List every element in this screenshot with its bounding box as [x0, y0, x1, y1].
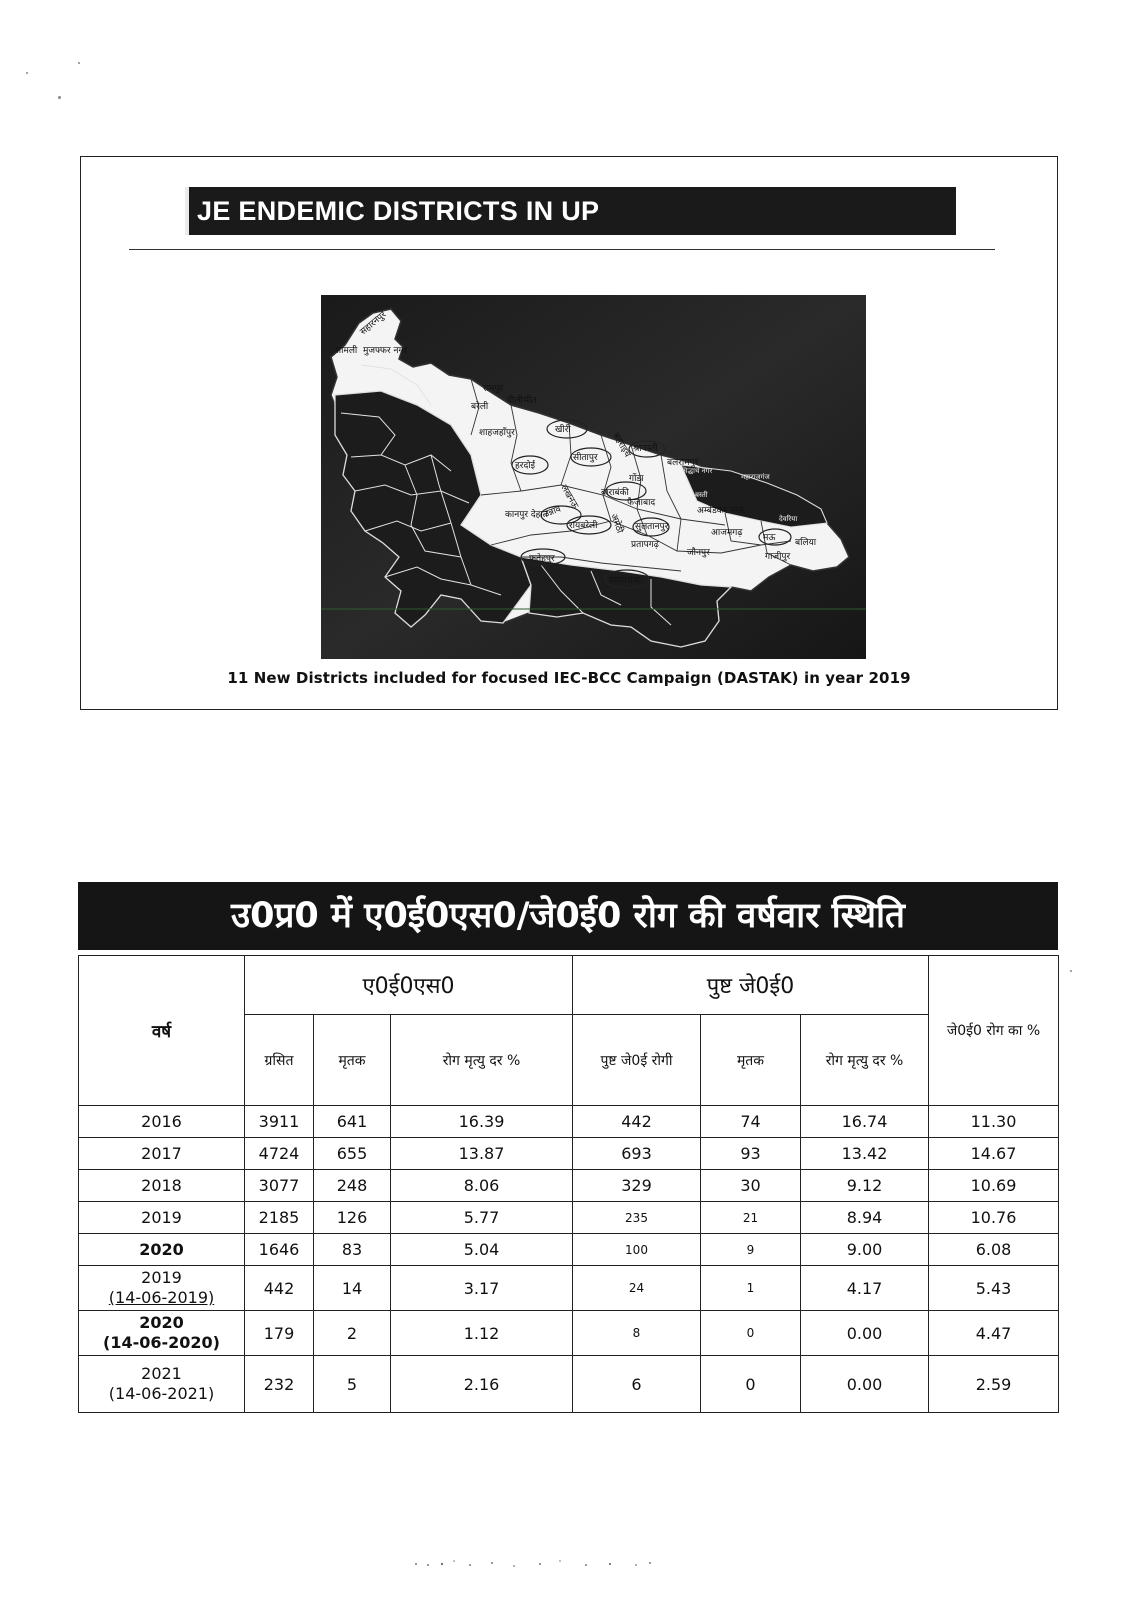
cell-je-cases: 693 [573, 1138, 701, 1170]
cell-year [79, 1356, 245, 1413]
scan-noise [410, 1555, 690, 1569]
cell-je-cfr: 9.00 [801, 1234, 929, 1266]
label-deoria: देवरिया [779, 515, 798, 523]
cell-je-pct: 10.76 [929, 1202, 1059, 1234]
cell-je-deaths: 9 [701, 1234, 801, 1266]
cell-aes-deaths: 14 [314, 1266, 391, 1311]
cell-aes-cfr: 2.16 [391, 1356, 573, 1413]
label-saharanpur: सहारनपुर [358, 309, 389, 338]
cell-je-cfr: 16.74 [801, 1106, 929, 1138]
header-aes-cases: ग्रसित [245, 1015, 314, 1106]
header-row-groups [79, 956, 1059, 1015]
label-faizabad: फैजाबाद [627, 498, 656, 508]
table-row [79, 1202, 1059, 1234]
cell-aes-cases: 442 [245, 1266, 314, 1311]
cell-year: 2019 [79, 1202, 245, 1234]
label-mau: मऊ [763, 533, 776, 543]
label-basti: बस्ती [695, 491, 708, 499]
cell-aes-cases: 3077 [245, 1170, 314, 1202]
cell-je-cases: 235 [573, 1202, 701, 1234]
header-aes-deaths: मृतक [314, 1015, 391, 1106]
header-aes-cfr: रोग मृत्यु दर % [391, 1015, 573, 1106]
header-year: वर्ष [79, 956, 245, 1106]
cell-year [79, 1266, 245, 1311]
label-muzaffarnagar: मुजफ्फर नगर [363, 346, 408, 356]
cell-je-cfr: 9.12 [801, 1170, 929, 1202]
label-maharajganj: महाराजगंज [741, 473, 770, 481]
label-azamgarh: आजमगढ़ [711, 528, 743, 538]
cell-je-pct: 5.43 [929, 1266, 1059, 1311]
cell-aes-cases: 232 [245, 1356, 314, 1413]
cell-je-pct: 11.30 [929, 1106, 1059, 1138]
cell-aes-deaths: 2 [314, 1311, 391, 1356]
label-jaunpur: जौनपुर [687, 548, 710, 558]
cell-je-cases: 442 [573, 1106, 701, 1138]
cell-aes-deaths: 83 [314, 1234, 391, 1266]
table-row [79, 1311, 1059, 1356]
cell-aes-deaths: 126 [314, 1202, 391, 1234]
cell-aes-cases: 3911 [245, 1106, 314, 1138]
cell-je-pct: 10.69 [929, 1170, 1059, 1202]
cell-je-deaths: 74 [701, 1106, 801, 1138]
label-lucknow: लखनऊ [558, 483, 580, 511]
cell-je-cfr: 0.00 [801, 1311, 929, 1356]
cell-je-cfr: 0.00 [801, 1356, 929, 1413]
cell-aes-deaths: 5 [314, 1356, 391, 1413]
label-prayagraj: प्रयागराज [609, 576, 640, 586]
table-row [79, 1234, 1059, 1266]
header-je-deaths: मृतक [701, 1015, 801, 1106]
table-row [79, 1356, 1059, 1413]
cell-aes-cfr: 16.39 [391, 1106, 573, 1138]
cell-aes-cfr: 8.06 [391, 1170, 573, 1202]
cell-je-deaths: 0 [701, 1356, 801, 1413]
cell-je-cases: 8 [573, 1311, 701, 1356]
cell-aes-deaths: 655 [314, 1138, 391, 1170]
label-kheri: खीरी [555, 425, 571, 435]
cell-je-deaths: 21 [701, 1202, 801, 1234]
label-unnao: उन्नाव [542, 504, 563, 520]
cell-year-value: 2021 [141, 1364, 182, 1383]
label-shamli: शामली [335, 346, 358, 356]
table-row [79, 1266, 1059, 1311]
cell-aes-cases: 179 [245, 1311, 314, 1356]
table-row [79, 1106, 1059, 1138]
cell-aes-cfr: 5.77 [391, 1202, 573, 1234]
label-sultanpur: सुलतानपुर [635, 522, 669, 532]
cell-je-deaths: 1 [701, 1266, 801, 1311]
cell-year-date: (14-06-2021) [108, 1384, 215, 1403]
scan-speck [78, 62, 80, 64]
label-sitapur: सीतापुर [573, 453, 598, 463]
label-barabanki: बाराबंकी [601, 488, 629, 498]
aes-je-yearwise-table [78, 955, 1059, 1413]
cell-aes-cfr: 5.04 [391, 1234, 573, 1266]
map-graphic [321, 295, 866, 659]
cell-aes-cases: 2185 [245, 1202, 314, 1234]
cell-year-date: (14-06-2019) [108, 1288, 215, 1307]
cell-je-deaths: 30 [701, 1170, 801, 1202]
cell-year: 2016 [79, 1106, 245, 1138]
label-shravasti: श्रावस्ती [633, 444, 658, 454]
cell-year: 2018 [79, 1170, 245, 1202]
cell-je-pct: 14.67 [929, 1138, 1059, 1170]
cell-year-value: 2019 [141, 1268, 182, 1287]
cell-aes-cases: 1646 [245, 1234, 314, 1266]
scan-speck [58, 96, 61, 99]
cell-je-deaths: 0 [701, 1311, 801, 1356]
cell-aes-cfr: 13.87 [391, 1138, 573, 1170]
label-bareilly: बरेली [471, 402, 489, 412]
cell-je-cases: 6 [573, 1356, 701, 1413]
label-shahjahanpur: शाहजहाँपुर [479, 428, 515, 438]
table-row [79, 1138, 1059, 1170]
header-aes-group: ए0ई0एस0 [245, 956, 573, 1015]
cell-year [79, 1311, 245, 1356]
up-district-map [321, 295, 866, 659]
cell-je-cases: 24 [573, 1266, 701, 1311]
cell-aes-cfr: 3.17 [391, 1266, 573, 1311]
cell-je-cfr: 13.42 [801, 1138, 929, 1170]
cell-aes-deaths: 641 [314, 1106, 391, 1138]
cell-year: 2017 [79, 1138, 245, 1170]
cell-aes-cases: 4724 [245, 1138, 314, 1170]
cell-je-cfr: 4.17 [801, 1266, 929, 1311]
cell-je-pct: 4.47 [929, 1311, 1059, 1356]
label-gonda: गोंडा [629, 474, 644, 484]
label-ghazipur: गाजीपुर [765, 552, 791, 562]
label-rampur: रामपुर [483, 384, 504, 394]
table-header [79, 956, 1059, 1106]
label-raebareli: रायबरेली [569, 521, 598, 531]
label-pilibhit: पीलीभीत [507, 396, 537, 406]
header-je-percent: जे0ई0 रोग का % [929, 956, 1059, 1106]
label-kanpur-dehat: कानपुर देहात [505, 510, 548, 520]
je-endemic-slide [80, 156, 1058, 710]
cell-je-pct: 6.08 [929, 1234, 1059, 1266]
scan-speck [1070, 970, 1072, 972]
cell-je-pct: 2.59 [929, 1356, 1059, 1413]
label-pratapgarh: प्रतापगढ़ [631, 540, 659, 550]
label-hardoi: हरदोई [515, 461, 535, 471]
table-body [79, 1106, 1059, 1413]
label-balrampur: बलरामपुर [667, 458, 699, 468]
table-title: उ0प्र0 में ए0ई0एस0/जे0ई0 रोग की वर्षवार स्थिति [78, 882, 1058, 950]
header-je-cases: पुष्ट जे0ई रोगी [573, 1015, 701, 1106]
label-bahraich: बहराइच [610, 431, 633, 460]
header-je-cfr: रोग मृत्यु दर % [801, 1015, 929, 1106]
cell-je-deaths: 93 [701, 1138, 801, 1170]
label-siddharthnagar: सिद्धार्थ नगर [681, 467, 713, 475]
table-row [79, 1170, 1059, 1202]
label-fatehpur: फतेहपुर [529, 554, 555, 564]
cell-year-value: 2020 [139, 1313, 184, 1332]
cell-year-date: (14-06-2020) [103, 1333, 220, 1352]
map-caption: 11 New Districts included for focused IEC-BCC Campaign (DASTAK) in year 2019 [227, 669, 911, 687]
cell-je-cases: 329 [573, 1170, 701, 1202]
slide-title: JE ENDEMIC DISTRICTS IN UP [185, 187, 956, 235]
cell-je-cfr: 8.94 [801, 1202, 929, 1234]
label-ballia: बलिया [795, 538, 817, 548]
header-je-group: पुष्ट जे0ई0 [573, 956, 929, 1015]
label-ambedkarnagar: अम्बेडकर नगर [697, 506, 744, 516]
cell-aes-deaths: 248 [314, 1170, 391, 1202]
scan-speck [26, 72, 28, 74]
cell-year: 2020 [79, 1234, 245, 1266]
cell-je-cases: 100 [573, 1234, 701, 1266]
cell-aes-cfr: 1.12 [391, 1311, 573, 1356]
slide-divider [129, 249, 995, 250]
label-amethi: अमेठी [608, 512, 625, 535]
